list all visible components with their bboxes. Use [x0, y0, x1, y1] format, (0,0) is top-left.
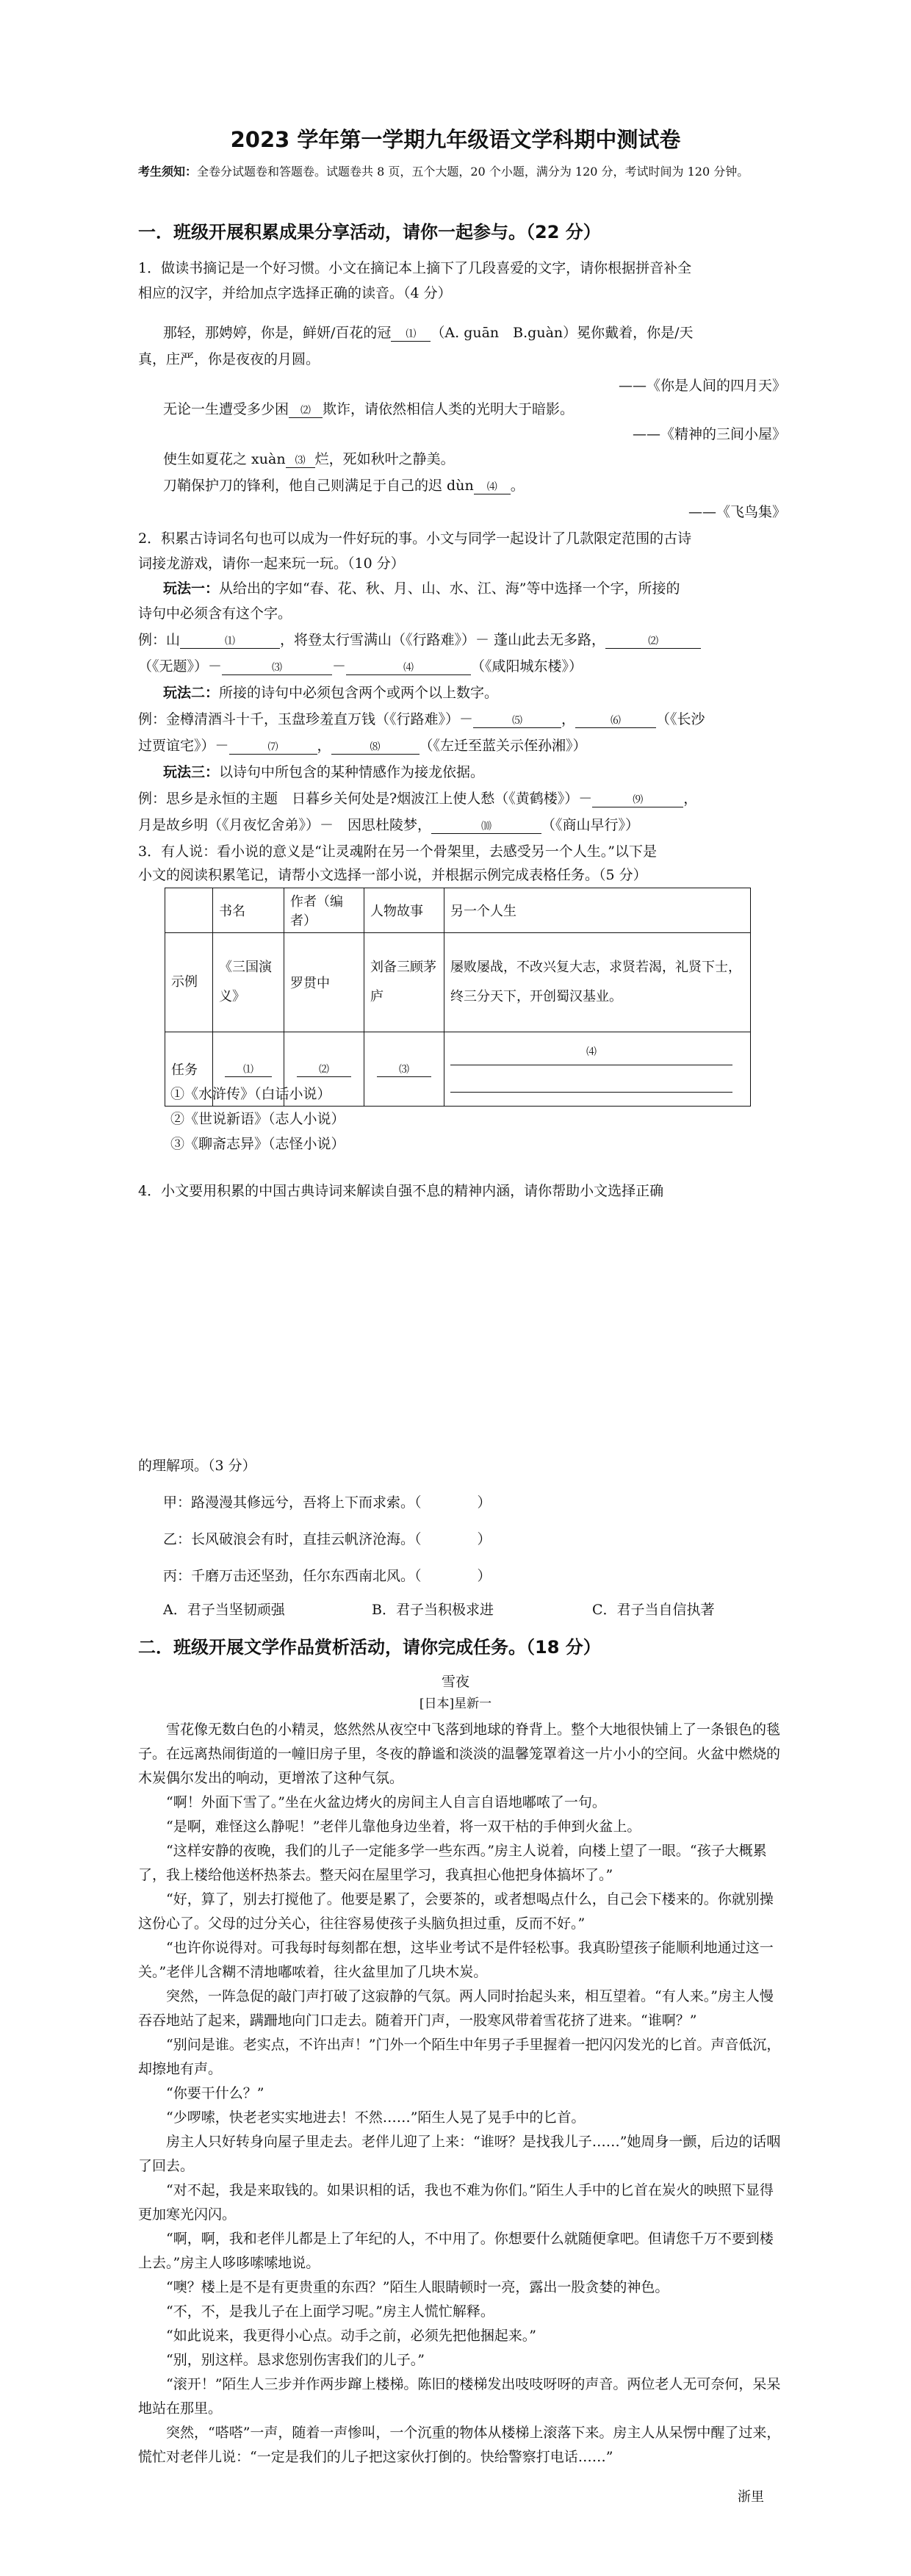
q2-blank-10[interactable]: ⑽ — [431, 820, 541, 834]
q1-prompt-b: 相应的汉字，并给加点字选择正确的读音。（4 分） — [138, 285, 452, 301]
q2-ex3-text-d: （《商山早行》） — [541, 817, 640, 833]
q2-ex2-text-d: 过贾谊宅》）－ — [138, 738, 229, 754]
table-cell-task — [364, 1032, 444, 1107]
table-header-cell — [165, 888, 213, 933]
q2-prompt-b: 词接龙游戏，请你一起来玩一玩。（10 分） — [138, 555, 405, 572]
q2-ex2-text-e: ， — [317, 738, 331, 754]
q1-p4-text-b: 。 — [510, 478, 525, 494]
q2-blank-2[interactable]: ⑵ — [605, 635, 701, 649]
q2-ex2-text-b: ， — [561, 711, 576, 727]
q2-play3-text: 以诗句中所包含的某种情感作为接龙依据。 — [219, 764, 485, 780]
q2-play1-text-b: 诗句中必须含有这个字。 — [138, 605, 292, 622]
q1-passage3 — [163, 448, 455, 468]
q2-ex1-text-b: ，将登太行雪满山（《行路难》）－ 蓬山此去无多路， — [280, 632, 606, 648]
section2-heading: 二．班级开展文学作品赏析活动，请你完成任务。（18 分） — [138, 1637, 601, 1658]
table-header-cell: 另一个人生 — [444, 888, 751, 933]
q1-passage2 — [163, 398, 574, 418]
story-paragraph: 突然，一阵急促的敲门声打破了这寂静的气氛。两人同时抬起头来，相互望着。“有人来。”房主人慢吞吞地站了起来，蹒跚地向门口走去。随着开门声，一股寒风带着雪花挤了进来。“谁啊？” — [138, 1988, 774, 2029]
q1-p1-text-c: 真，庄严，你是夜夜的月圆。 — [138, 351, 320, 367]
story-paragraph: “这样安静的夜晚，我们的儿子一定能多学一些东西。”房主人说着，向楼上望了一眼。“孩子大概累了，我上楼给他送杯热茶去。整天闷在屋里学习，我真担心他把身体搞坏了。” — [138, 1843, 767, 1883]
q1-blank-4[interactable]: ⑷ — [474, 481, 511, 494]
table-header-cell: 书名 — [213, 888, 284, 933]
q2-play2-label: 玩法二： — [163, 685, 220, 701]
q1-source-2: ——《精神的三间小屋》 — [632, 426, 786, 442]
q1-blank-2[interactable]: ⑵ — [289, 404, 323, 418]
q1-blank-1[interactable]: ⑴ — [391, 328, 431, 342]
story-title: 雪夜 — [441, 1674, 469, 1690]
q4-yi: 乙：长风破浪会有时，直挂云帆济沧海。（ ） — [163, 1531, 491, 1547]
story-paragraph: “如此说来，我更得小心点。动手之前，必须先把他捆起来。” — [166, 2328, 536, 2344]
exam-notice — [138, 160, 792, 184]
q2-play2-text: 所接的诗句中必须包含两个或两个以上数字。 — [219, 685, 499, 701]
q2-ex2-text-f: （《左迁至蓝关示侄孙湘》） — [419, 738, 587, 754]
q2-ex3-line2 — [138, 814, 639, 834]
q1-p1-text-b: （A. guān B.guàn）冕你戴着，你是/天 — [431, 325, 694, 341]
story-paragraph: 突然，“嗒嗒”一声，随着一声惨叫，一个沉重的物体从楼梯上滚落下来。房主人从呆愣中醒了过来，慌忙对老伴儿说：“一定是我们的儿子把这家伙打倒的。快给警察打电话……” — [138, 2425, 781, 2465]
q1-p4-text: 刀鞘保护刀的锋利，他自己则满足于自己的迟 dùn — [163, 478, 474, 494]
q4-option-c: C．君子当自信执著 — [592, 1602, 715, 1618]
table-cell-book: 《三国演义》 — [213, 933, 284, 1032]
q2-ex2-line1 — [138, 708, 705, 728]
q2-ex1-text-d: － — [332, 658, 347, 674]
notice-label: 考生须知： — [138, 165, 198, 179]
footer-mark: 浙里 — [738, 2489, 764, 2505]
q2-ex1-line2 — [138, 655, 583, 675]
q1-p3-text: 使生如夏花之 xuàn — [163, 451, 286, 467]
q2-blank-4[interactable]: ⑷ — [346, 661, 471, 675]
q1-source-1: ——《你是人间的四月天》 — [618, 378, 786, 394]
exam-title: 2023 学年第一学期九年级语文学科期中测试卷 — [230, 127, 681, 152]
q3-option-1: ①《水浒传》（白话小说） — [170, 1086, 331, 1102]
story-paragraph: “啊！外面下雪了。”坐在火盆边烤火的房间主人自言自语地嘟哝了一句。 — [166, 1794, 606, 1810]
story-author: [日本]星新一 — [419, 1697, 492, 1711]
story-paragraph: “噢？楼上是不是有更贵重的东西？”陌生人眼睛顿时一亮，露出一股贪婪的神色。 — [166, 2279, 669, 2295]
table-cell-label: 任务 — [165, 1032, 213, 1107]
table-cell-task — [444, 1032, 751, 1107]
q2-blank-8[interactable]: ⑻ — [331, 741, 420, 755]
q1-p2-text-b: 欺诈，请依然相信人类的光明大于暗影。 — [323, 401, 575, 417]
story-paragraph: 雪花像无数白色的小精灵，悠然然从夜空中飞落到地球的脊背上。整个大地很快铺上了一条银色的毯子。在远离热闹街道的一幢旧房子里，冬夜的静谧和淡淡的温馨笼罩着这一片小小的空间。火盆中燃烧的木炭偶尔发出的响动，更增浓了这种气氛。 — [138, 1721, 781, 1786]
story-paragraph: “别问是谁。老实点，不许出声！”门外一个陌生中年男子手里握着一把闪闪发光的匕首。声音低沉，却擦地有声。 — [138, 2037, 781, 2077]
story-paragraph: 房主人只好转身向屋子里走去。老伴儿迎了上来：“谁呀？是找我儿子……”她周身一颤，后边的话咽了回去。 — [138, 2134, 781, 2174]
q3-blank-2[interactable]: ⑵ — [297, 1063, 351, 1077]
q2-play3 — [163, 761, 484, 781]
table-cell-life: 屡败屡战，不改兴复大志，求贤若渴，礼贤下士，终三分天下，开创蜀汉基业。 — [444, 933, 751, 1032]
q1-prompt-a: 1．做读书摘记是一个好习惯。小文在摘记本上摘下了几段喜爱的文字，请你根据拼音补全 — [138, 260, 692, 276]
q2-ex2-text-c: （《长沙 — [656, 711, 705, 727]
story-paragraph: “是啊，难怪这么静呢！”老伴儿靠他身边坐着，将一双干枯的手伸到火盆上。 — [166, 1818, 641, 1835]
table-cell-label: 示例 — [165, 933, 213, 1032]
q3-blank-3[interactable]: ⑶ — [377, 1063, 431, 1077]
q3-option-3: ③《聊斋志异》（志怪小说） — [170, 1136, 345, 1152]
story-paragraph: “少啰嗦，快老老实实地进去！不然……”陌生人晃了晃手中的匕首。 — [166, 2109, 586, 2126]
q2-blank-5[interactable]: ⑸ — [473, 714, 561, 728]
q2-blank-3[interactable]: ⑶ — [222, 661, 332, 675]
q4-prompt-a: 4．小文要用积累的中国古典诗词来解读自强不息的精神内涵，请你帮助小文选择正确 — [138, 1183, 664, 1199]
story-paragraph: “啊，啊，我和老伴儿都是上了年纪的人，不中用了。你想要什么就随便拿吧。但请您千万不要到楼上去。”房主人哆哆嗦嗦地说。 — [138, 2231, 774, 2271]
q3-option-2: ②《世说新语》（志人小说） — [170, 1111, 345, 1127]
q3-prompt-a: 3．有人说：看小说的意义是“让灵魂附在另一个骨架里，去感受另一个人生。”以下是 — [138, 843, 658, 860]
story-body — [138, 1718, 785, 2469]
q4-prompt-b: 的理解项。（3 分） — [138, 1458, 256, 1474]
q2-ex2-text-a: 例：金樽清酒斗十千，玉盘珍羞直万钱（《行路难》）－ — [138, 711, 474, 727]
q2-blank-6[interactable]: ⑹ — [575, 714, 656, 728]
table-header-cell: 作者（编者） — [284, 888, 364, 933]
q1-passage1 — [163, 322, 694, 342]
q1-passage4 — [163, 475, 525, 494]
story-paragraph: “别，别这样。恳求您别伤害我们的儿子。” — [166, 2352, 425, 2368]
q3-table — [165, 888, 751, 1107]
q2-ex1-text-c: （《无题》）－ — [138, 658, 223, 674]
q2-play2 — [163, 682, 498, 702]
table-header-cell: 人物故事 — [364, 888, 444, 933]
q2-ex3-text-a: 例：思乡是永恒的主题 日暮乡关何处是?烟波江上使人愁（《黄鹤楼》）－ — [138, 791, 593, 807]
q2-ex3-line1 — [138, 788, 697, 807]
section1-heading: 一．班级开展积累成果分享活动，请你一起参与。（22 分） — [138, 222, 601, 242]
q1-p1-text: 那轻，那娉婷，你是，鲜妍/百花的冠 — [163, 325, 392, 341]
q1-source-3: ——《飞鸟集》 — [688, 504, 786, 520]
q2-ex1-text-e: （《咸阳城东楼》） — [471, 658, 583, 674]
q2-ex2-line2 — [138, 735, 587, 755]
q3-blank-4-line2[interactable] — [450, 1073, 732, 1093]
story-paragraph: “也许你说得对。可我每时每刻都在想，这毕业考试不是件轻松事。我真盼望孩子能顺利地通过这一关。”老伴儿含糊不清地嘟哝着，往火盆里加了几块木炭。 — [138, 1940, 774, 1980]
story-paragraph: “不，不，是我儿子在上面学习呢。”房主人慌忙解释。 — [166, 2303, 494, 2320]
story-paragraph: “你要干什么？” — [166, 2085, 264, 2101]
table-cell-author: 罗贯中 — [284, 933, 364, 1032]
q4-option-a: A．君子当坚韧顽强 — [163, 1602, 285, 1618]
q2-ex1-line1 — [138, 629, 701, 649]
q2-ex3-text-b: ， — [683, 791, 698, 807]
story-paragraph: “对不起，我是来取钱的。如果识相的话，我也不难为你们。”陌生人手中的匕首在炭火的映照下显得更加寒光闪闪。 — [138, 2182, 774, 2223]
q1-p3-text-b: 烂，死如秋叶之静美。 — [314, 451, 455, 467]
notice-text: 全卷分试题卷和答题卷。试题卷共 8 页，五个大题，20 个小题，满分为 120 分，考试时间为 120 分钟。 — [197, 165, 749, 179]
q3-blank-4[interactable]: ⑷ — [450, 1046, 732, 1065]
table-header-row — [165, 888, 751, 933]
q4-jia: 甲：路漫漫其修远兮，吾将上下而求索。（ ） — [163, 1494, 491, 1511]
table-row — [165, 933, 751, 1032]
table-cell-story: 刘备三顾茅庐 — [364, 933, 444, 1032]
q3-blank-1[interactable]: ⑴ — [225, 1063, 272, 1077]
q1-p2-text: 无论一生遭受多少困 — [163, 401, 289, 417]
q3-prompt-b: 小文的阅读积累笔记，请帮小文选择一部小说，并根据示例完成表格任务。（5 分） — [138, 867, 647, 883]
q4-option-b: B．君子当积极求进 — [372, 1602, 494, 1618]
q2-prompt-a: 2．积累古诗词名句也可以成为一件好玩的事。小文与同学一起设计了几款限定范围的古诗 — [138, 530, 692, 547]
q2-blank-1[interactable]: ⑴ — [180, 635, 280, 649]
q2-ex1-text-a: 例：山 — [138, 632, 181, 648]
q2-ex3-text-c: 月是故乡明（《月夜忆舍弟》）－ 因思杜陵梦， — [138, 817, 432, 833]
story-paragraph: “好，算了，别去打搅他了。他要是累了，会要茶的，或者想喝点什么，自己会下楼来的。你就别操这份心了。父母的过分关心，往往容易使孩子头脑负担过重，反而不好。” — [138, 1891, 774, 1932]
q2-blank-7[interactable]: ⑺ — [229, 741, 317, 755]
story-paragraph: “滚开！”陌生人三步并作两步蹿上楼梯。陈旧的楼梯发出吱吱呀呀的声音。两位老人无可奈何，呆呆地站在那里。 — [138, 2376, 781, 2417]
q2-play1 — [163, 578, 680, 597]
q2-play1-label: 玩法一： — [163, 580, 220, 597]
q4-bing: 丙：千磨万击还坚劲，任尔东西南北风。（ ） — [163, 1568, 491, 1584]
q2-play3-label: 玩法三： — [163, 764, 220, 780]
q2-blank-9[interactable]: ⑼ — [592, 794, 683, 807]
q2-play1-text: 从给出的字如“春、花、秋、月、山、水、江、海”等中选择一个字，所接的 — [219, 580, 680, 597]
q1-blank-3[interactable]: ⑶ — [286, 454, 315, 468]
